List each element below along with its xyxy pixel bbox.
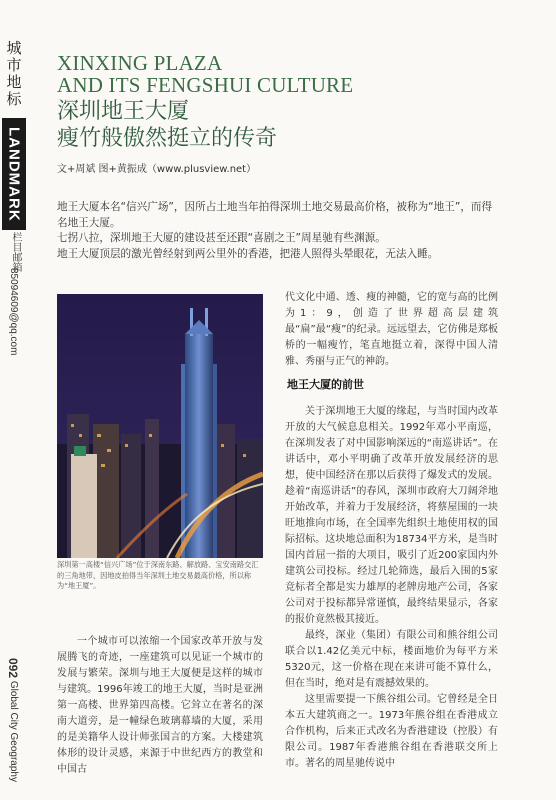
- byline: 文+周斌 图+黄振成（www.plusview.net）: [57, 164, 257, 175]
- section-heading: 地王大厦的前世: [287, 378, 364, 391]
- intro-line: 七拐八拉，深圳地王大厦的建设甚至还跟“喜剧之王”周星驰有些渊源。: [57, 232, 386, 244]
- english-title-line1: XINXING PLAZA: [57, 51, 223, 75]
- chinese-title-line1: 深圳地王大厦: [57, 99, 190, 124]
- body-paragraph: 一个城市可以浓缩一个国家改革开放与发展腾飞的奇迹，一座建筑可以见证一个城市的发展与繁荣。深圳与地王大厦便是这样的城市与建筑。1996年竣工的地王大厦，当时是亚洲第一高楼、世界第四高楼。它耸立在著名的深南大道旁，是一幢绿色玻璃幕墙的大厦，采用的是美籍华人设计师张国言的方案。大楼建筑体形的设计灵感，来源于中世纪西方的教堂和中国古: [57, 636, 263, 775]
- editor-email-label: 栏目邮箱: [10, 232, 21, 272]
- body-paragraph: 最终，深业（集团）有限公司和熊谷组公司联合以1.42亿美元中标，楼面地价为每平方米5320元，这一价格在现在来讲可能不算什么，但在当时，绝对是有震撼效果的。: [285, 630, 498, 689]
- body-paragraph: 关于深圳地王大厦的缘起，与当时国内改革开放的大气候息息相关。1992年邓小平南巡，在深圳发表了对中国影响深远的“南巡讲话”。在讲话中，邓小平明确了改革开放发展经济的思想，使中国经济在那以后获得了爆发式的发展。趁着“南巡讲话”的春风，深圳市政府大刀阔斧地开始改革，并着力于发展经济，将蔡屋围的一块旺地推向市场，在全国率先组织土地使用权的国际招标。这块地总面积为18734平方米，是当时国内首屈一指的大项目，吸引了近200家国内外建筑公司投标。经过几轮筛选，最后入围的5家竞标者全都是实力雄厚的老牌房地产公司，各家公司对于投标都异常谨慎，最终结果显示，各家的报价竟然极其接近。: [285, 406, 498, 625]
- page-number: 092: [6, 658, 20, 679]
- column-title-cn: 城市地标: [6, 39, 22, 108]
- editor-email: 85094609@qq.com: [8, 268, 19, 356]
- tower-night-photo: [57, 294, 263, 558]
- left-column-text: [57, 634, 263, 778]
- photo-caption: 深圳第一高楼“信兴广场”位于深南东路、解放路、宝安南路交汇的三角地带，因地皮拍得当年深圳土地交易最高价格，所以称为“地王厦”。: [57, 560, 259, 590]
- chinese-title-line2: 瘦竹般傲然挺立的传奇: [57, 126, 278, 151]
- page-footer: [6, 658, 20, 782]
- right-column-text: [285, 404, 498, 772]
- intro-block: [57, 200, 497, 262]
- intro-line: 地王大厦本名“信兴广场”，因所占土地当年拍得深圳土地交易最高价格，被称为“地王”，而得名地王大厦。: [57, 201, 493, 229]
- magazine-name: Global City Geography: [8, 680, 19, 782]
- chinese-title: [57, 98, 277, 152]
- english-title: [57, 52, 353, 96]
- body-paragraph: 代文化中通、透、瘦的神髓，它的宽与高的比例为1：9，创造了世界超高层建筑最“扁”最“瘦”的纪录。远远望去，它仿佛是郑板桥的一幅瘦竹，笔直地挺立着，深得中国人清雅、秀丽与正气的神韵。: [285, 292, 498, 367]
- right-column-top: [285, 290, 498, 370]
- column-title-en: LANDMARK: [5, 126, 23, 222]
- body-paragraph: 这里需要提一下熊谷组公司。它曾经是全日本五大建筑商之一。1973年熊谷组在香港成立合作机构，后来正式改名为香港建设（控股）有限公司。1987年香港熊谷组在香港联交所上市。著名的周星驰传说中: [285, 694, 498, 769]
- night-cityscape-illustration: [57, 294, 263, 558]
- english-title-line2: AND ITS FENGSHUI CULTURE: [57, 73, 354, 97]
- column-title-en-wrap: [2, 118, 26, 230]
- intro-line: 地王大厦顶层的激光曾经射到两公里外的香港，把港人照得头晕眼花，无法入睡。: [57, 247, 439, 260]
